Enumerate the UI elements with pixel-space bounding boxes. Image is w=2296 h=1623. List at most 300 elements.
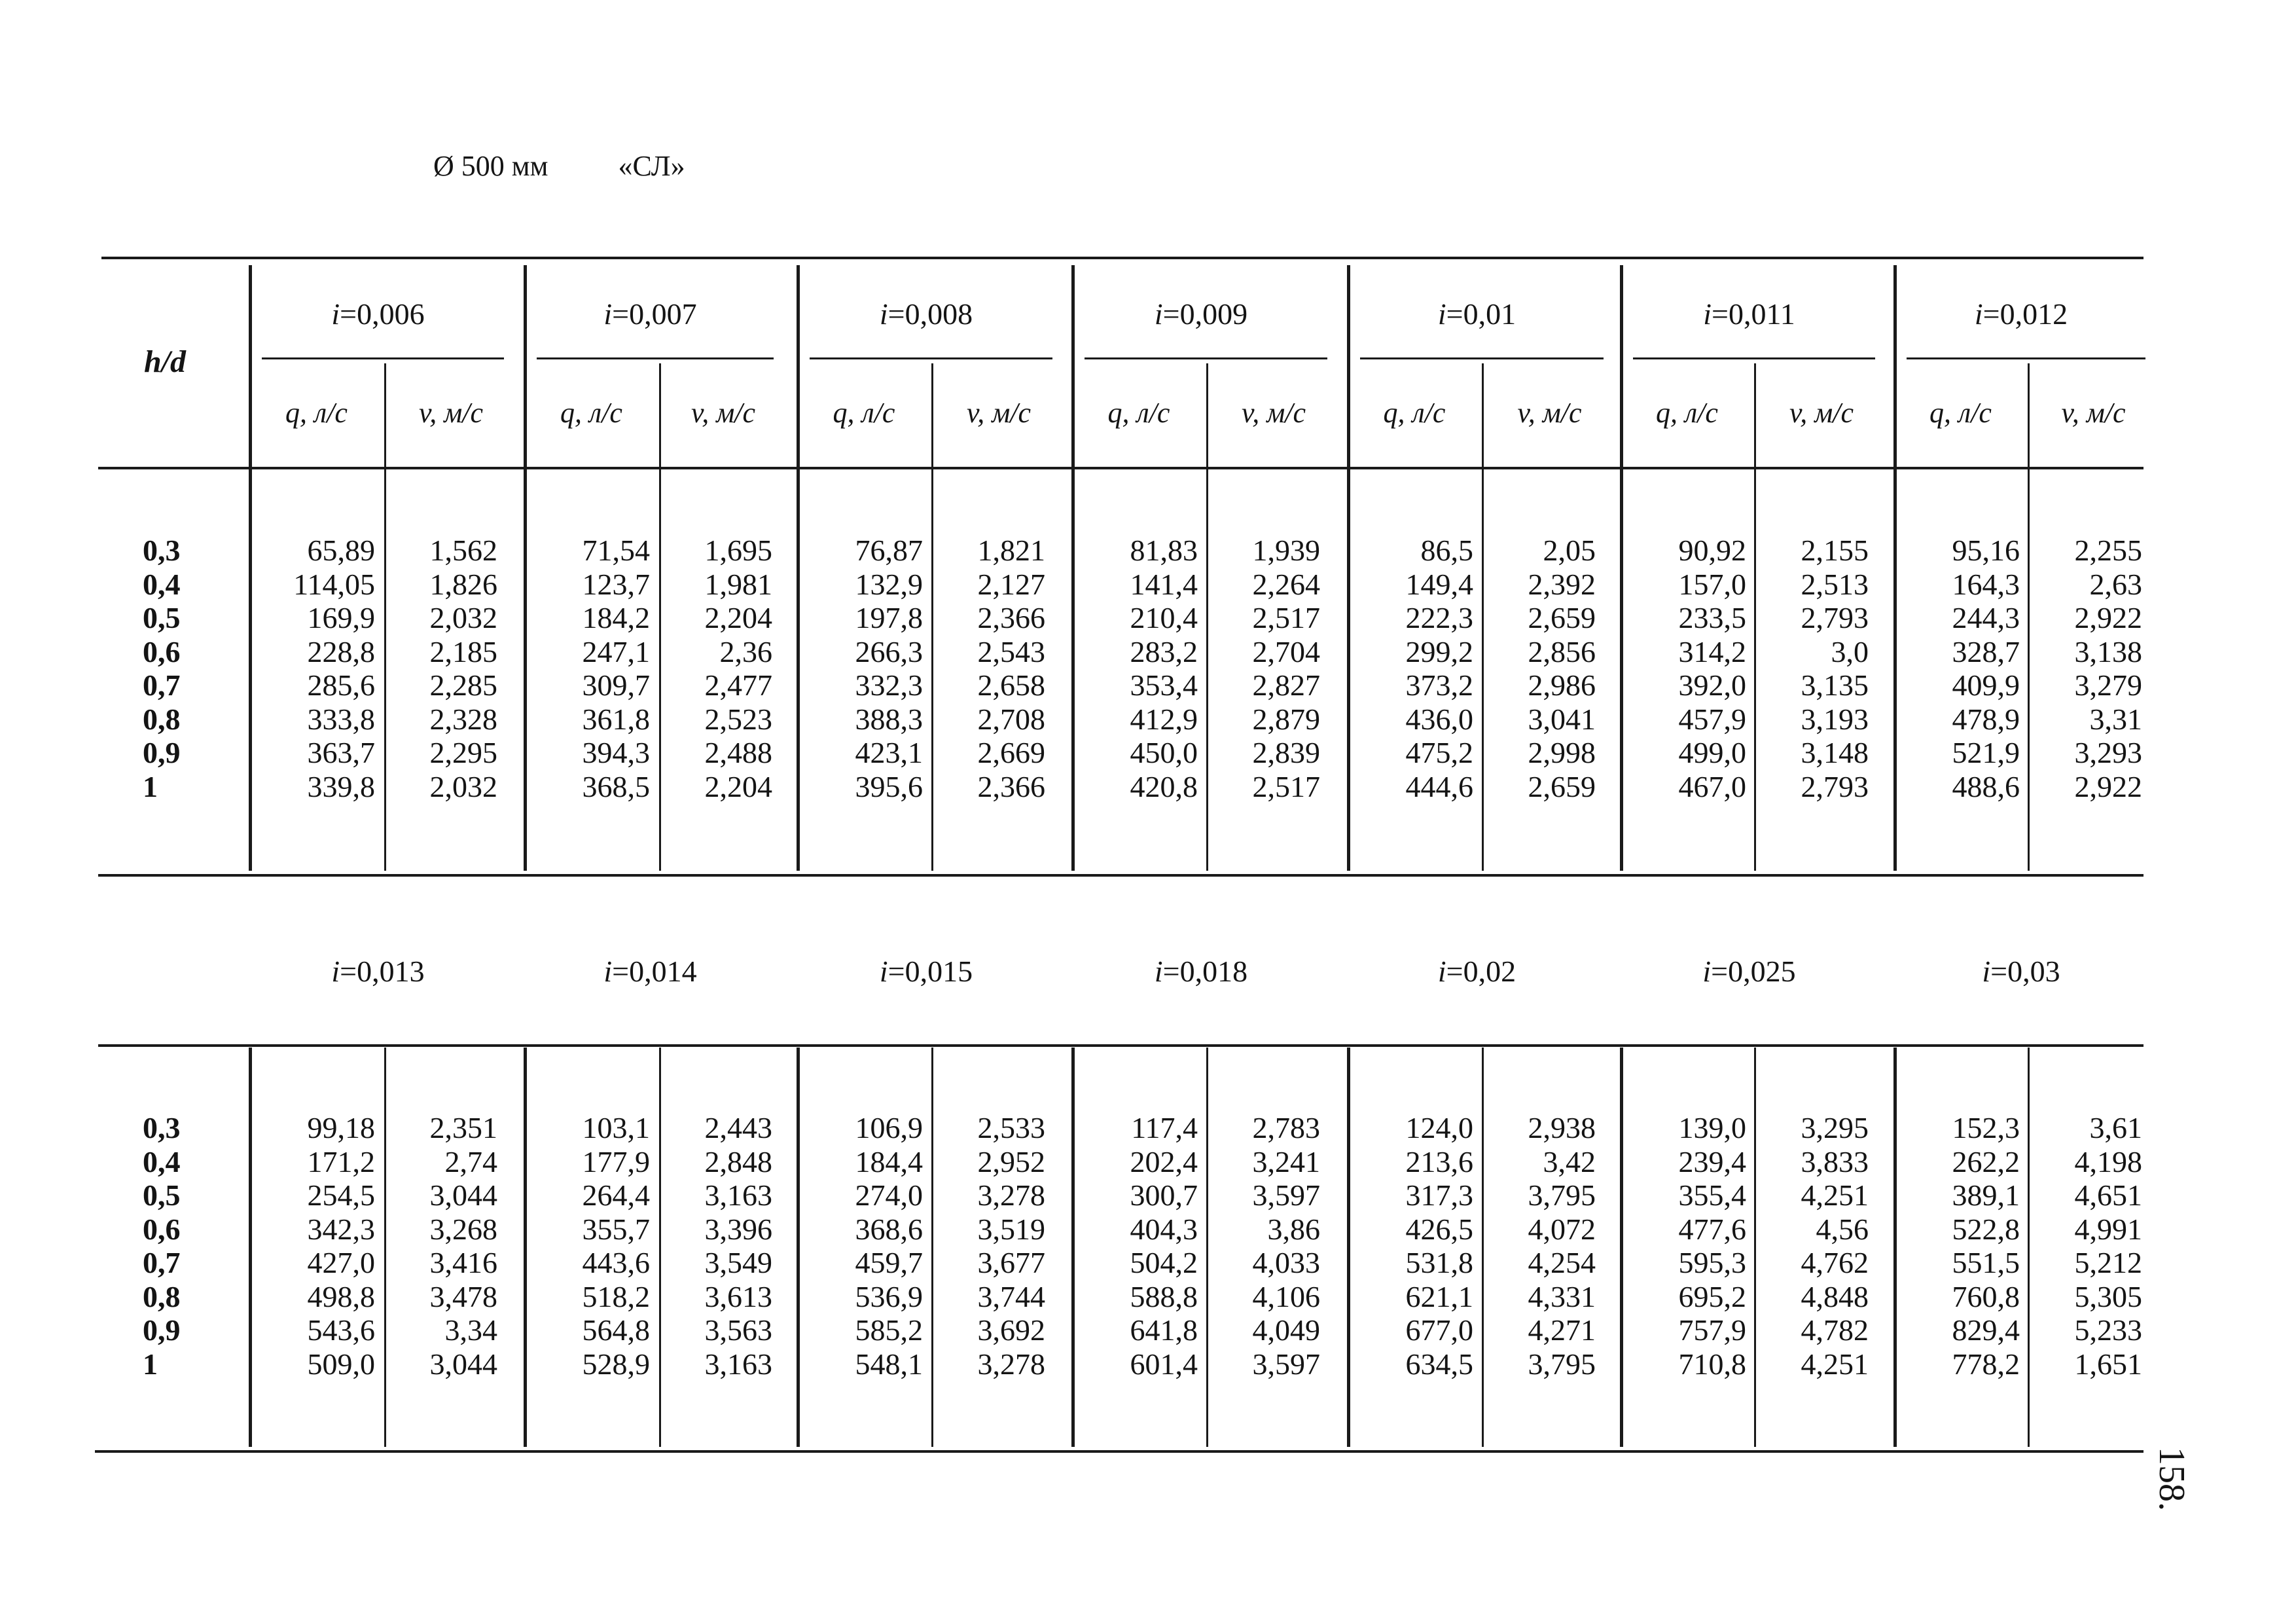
v-value: 2,533 xyxy=(977,1111,1045,1144)
v-value: 2,659 xyxy=(1528,601,1596,634)
q-v-divider xyxy=(2028,363,2030,871)
v-value: 2,986 xyxy=(1528,668,1596,702)
hd-value: 0,3 xyxy=(143,534,181,567)
v-value: 5,233 xyxy=(2074,1313,2142,1347)
v-value: 2,295 xyxy=(429,736,497,769)
v-value: 4,991 xyxy=(2074,1212,2142,1246)
v-value: 3,549 xyxy=(704,1246,772,1279)
slope-header: i=0,01 xyxy=(1437,297,1516,331)
hd-column xyxy=(143,1111,181,1381)
q-value: 132,9 xyxy=(855,567,923,601)
v-value: 2,848 xyxy=(704,1144,772,1178)
v-column-label: v, м/с xyxy=(966,397,1031,429)
q-value: 81,83 xyxy=(1130,534,1198,567)
group-left-line xyxy=(797,1048,800,1447)
v-column xyxy=(391,1111,497,1381)
q-value: 139,0 xyxy=(1678,1111,1746,1144)
hd-column xyxy=(143,534,181,803)
v-column xyxy=(666,534,772,803)
slope-underline xyxy=(1085,357,1327,359)
v-value: 2,938 xyxy=(1528,1111,1596,1144)
page-title xyxy=(433,149,685,183)
q-value: 86,5 xyxy=(1420,534,1473,567)
v-value: 2,477 xyxy=(704,668,772,702)
q-value: 285,6 xyxy=(307,668,375,702)
q-value: 388,3 xyxy=(855,702,923,736)
v-value: 3,478 xyxy=(429,1279,497,1313)
v-value: 4,848 xyxy=(1801,1279,1869,1313)
v-value: 3,268 xyxy=(429,1212,497,1246)
hd-value: 0,8 xyxy=(143,702,181,736)
slope-header: i=0,011 xyxy=(1703,297,1795,331)
v-value: 2,839 xyxy=(1252,736,1320,769)
q-value: 634,5 xyxy=(1405,1347,1473,1381)
table2-bottom-rule xyxy=(95,1450,2144,1453)
v-value: 3,833 xyxy=(1801,1144,1869,1178)
v-value: 2,488 xyxy=(704,736,772,769)
v-value: 3,795 xyxy=(1528,1347,1596,1381)
v-column xyxy=(1488,534,1596,803)
v-value: 2,264 xyxy=(1252,567,1320,601)
q-value: 164,3 xyxy=(1952,567,2020,601)
q-v-divider xyxy=(1754,1048,1756,1447)
v-value: 2,922 xyxy=(2074,769,2142,803)
v-value: 2,998 xyxy=(1528,736,1596,769)
v-column xyxy=(1761,534,1869,803)
q-column xyxy=(255,1111,375,1381)
hd-value: 0,6 xyxy=(143,634,181,668)
q-column xyxy=(1626,1111,1746,1381)
q-value: 247,1 xyxy=(582,634,650,668)
q-value: 404,3 xyxy=(1130,1212,1198,1246)
q-value: 184,2 xyxy=(582,601,650,634)
slope-header: i=0,008 xyxy=(879,297,973,331)
q-value: 621,1 xyxy=(1405,1279,1473,1313)
q-value: 197,8 xyxy=(855,601,923,634)
slope-header: i=0,014 xyxy=(603,955,697,988)
v-value: 2,255 xyxy=(2074,534,2142,567)
v-value: 3,138 xyxy=(2074,634,2142,668)
slope-header: i=0,012 xyxy=(1974,297,2068,331)
q-v-divider xyxy=(1754,363,1756,871)
v-value: 3,193 xyxy=(1801,702,1869,736)
q-column xyxy=(803,1111,923,1381)
q-column-label: q, л/с xyxy=(1107,397,1170,429)
v-value: 3,563 xyxy=(704,1313,772,1347)
v-value: 3,613 xyxy=(704,1279,772,1313)
q-value: 509,0 xyxy=(307,1347,375,1381)
hd-value: 0,4 xyxy=(143,1144,181,1178)
slope-underline xyxy=(262,357,504,359)
q-column xyxy=(530,1111,650,1381)
v-value: 2,659 xyxy=(1528,769,1596,803)
hd-value: 0,4 xyxy=(143,567,181,601)
q-value: 339,8 xyxy=(307,769,375,803)
q-column xyxy=(1354,1111,1473,1381)
v-value: 3,744 xyxy=(977,1279,1045,1313)
q-value: 423,1 xyxy=(855,736,923,769)
q-value: 695,2 xyxy=(1678,1279,1746,1313)
q-value: 123,7 xyxy=(582,567,650,601)
q-value: 368,6 xyxy=(855,1212,923,1246)
v-value: 2,032 xyxy=(429,769,497,803)
q-value: 412,9 xyxy=(1130,702,1198,736)
hd-value: 0,3 xyxy=(143,1111,181,1144)
v-value: 3,279 xyxy=(2074,668,2142,702)
q-v-divider xyxy=(931,363,933,871)
slope-header: i=0,03 xyxy=(1982,955,2060,988)
q-value: 264,4 xyxy=(582,1178,650,1212)
table1-header-rule xyxy=(98,467,2144,469)
q-column xyxy=(1078,534,1198,803)
q-value: 475,2 xyxy=(1405,736,1473,769)
v-value: 2,793 xyxy=(1801,601,1869,634)
v-value: 4,251 xyxy=(1801,1347,1869,1381)
q-value: 103,1 xyxy=(582,1111,650,1144)
q-value: 504,2 xyxy=(1130,1246,1198,1279)
q-value: 641,8 xyxy=(1130,1313,1198,1347)
q-value: 65,89 xyxy=(307,534,375,567)
v-value: 2,856 xyxy=(1528,634,1596,668)
q-column xyxy=(1078,1111,1198,1381)
v-value: 3,044 xyxy=(429,1178,497,1212)
v-value: 5,305 xyxy=(2074,1279,2142,1313)
q-column xyxy=(255,534,375,803)
v-value: 2,783 xyxy=(1252,1111,1320,1144)
group-left-line xyxy=(1893,1048,1897,1447)
q-value: 114,05 xyxy=(293,567,375,601)
slope-header: i=0,006 xyxy=(331,297,425,331)
v-value: 4,782 xyxy=(1801,1313,1869,1347)
v-value: 3,31 xyxy=(2089,702,2142,736)
v-value: 4,106 xyxy=(1252,1279,1320,1313)
v-value: 3,396 xyxy=(704,1212,772,1246)
v-value: 2,127 xyxy=(977,567,1045,601)
v-value: 2,827 xyxy=(1252,668,1320,702)
q-value: 829,4 xyxy=(1952,1313,2020,1347)
q-value: 76,87 xyxy=(855,534,923,567)
v-value: 2,523 xyxy=(704,702,772,736)
v-value: 4,651 xyxy=(2074,1178,2142,1212)
v-value: 2,443 xyxy=(704,1111,772,1144)
hd-value: 0,5 xyxy=(143,601,181,634)
v-value: 2,708 xyxy=(977,702,1045,736)
q-value: 420,8 xyxy=(1130,769,1198,803)
q-value: 317,3 xyxy=(1405,1178,1473,1212)
v-value: 3,295 xyxy=(1801,1111,1869,1144)
v-value: 3,044 xyxy=(429,1347,497,1381)
q-v-divider xyxy=(659,363,661,871)
v-value: 4,331 xyxy=(1528,1279,1596,1313)
title-diameter: Ø 500 мм xyxy=(433,150,548,182)
q-value: 117,4 xyxy=(1131,1111,1198,1144)
q-value: 353,4 xyxy=(1130,668,1198,702)
q-value: 361,8 xyxy=(582,702,650,736)
q-column-label: q, л/с xyxy=(560,397,622,429)
v-value: 2,285 xyxy=(429,668,497,702)
v-value: 4,56 xyxy=(1816,1212,1869,1246)
v-value: 4,198 xyxy=(2074,1144,2142,1178)
v-value: 1,562 xyxy=(429,534,497,567)
v-value: 2,366 xyxy=(977,601,1045,634)
q-value: 300,7 xyxy=(1130,1178,1198,1212)
q-value: 499,0 xyxy=(1678,736,1746,769)
q-value: 274,0 xyxy=(855,1178,923,1212)
v-value: 4,254 xyxy=(1528,1246,1596,1279)
q-column-label: q, л/с xyxy=(833,397,895,429)
v-value: 3,677 xyxy=(977,1246,1045,1279)
q-value: 426,5 xyxy=(1405,1212,1473,1246)
v-column xyxy=(2034,534,2142,803)
q-value: 309,7 xyxy=(582,668,650,702)
slope-header: i=0,02 xyxy=(1437,955,1516,988)
v-value: 3,0 xyxy=(1831,634,1869,668)
v-value: 2,204 xyxy=(704,769,772,803)
v-value: 1,695 xyxy=(704,534,772,567)
q-column-label: q, л/с xyxy=(1656,397,1718,429)
slope-underline xyxy=(810,357,1052,359)
v-value: 1,826 xyxy=(429,567,497,601)
q-value: 498,8 xyxy=(307,1279,375,1313)
q-value: 90,92 xyxy=(1678,534,1746,567)
slope-header: i=0,025 xyxy=(1702,955,1796,988)
q-value: 677,0 xyxy=(1405,1313,1473,1347)
v-column-label: v, м/с xyxy=(1517,397,1582,429)
q-value: 536,9 xyxy=(855,1279,923,1313)
slope-header: i=0,018 xyxy=(1154,955,1248,988)
q-value: 444,6 xyxy=(1405,769,1473,803)
group-left-line xyxy=(249,265,252,871)
group-left-line xyxy=(1347,1048,1350,1447)
v-value: 2,155 xyxy=(1801,534,1869,567)
q-value: 521,9 xyxy=(1952,736,2020,769)
v-value: 3,163 xyxy=(704,1178,772,1212)
v-value: 2,185 xyxy=(429,634,497,668)
v-value: 4,762 xyxy=(1801,1246,1869,1279)
q-value: 152,3 xyxy=(1952,1111,2020,1144)
hd-value: 1 xyxy=(143,769,158,803)
v-value: 2,328 xyxy=(429,702,497,736)
v-value: 3,519 xyxy=(977,1212,1045,1246)
slope-underline xyxy=(1907,357,2145,359)
q-value: 233,5 xyxy=(1678,601,1746,634)
q-value: 778,2 xyxy=(1952,1347,2020,1381)
q-value: 394,3 xyxy=(582,736,650,769)
q-value: 342,3 xyxy=(307,1212,375,1246)
v-column xyxy=(666,1111,772,1381)
v-value: 4,072 xyxy=(1528,1212,1596,1246)
q-value: 244,3 xyxy=(1952,601,2020,634)
v-value: 2,36 xyxy=(719,634,772,668)
v-value: 3,597 xyxy=(1252,1347,1320,1381)
v-value: 2,63 xyxy=(2089,567,2142,601)
hd-value: 1 xyxy=(143,1347,158,1381)
q-value: 595,3 xyxy=(1678,1246,1746,1279)
q-v-divider xyxy=(931,1048,933,1447)
v-column xyxy=(391,534,497,803)
table1-bottom-rule xyxy=(98,874,2144,877)
q-value: 157,0 xyxy=(1678,567,1746,601)
v-value: 2,05 xyxy=(1543,534,1596,567)
q-value: 436,0 xyxy=(1405,702,1473,736)
v-value: 2,204 xyxy=(704,601,772,634)
q-v-divider xyxy=(659,1048,661,1447)
q-value: 373,2 xyxy=(1405,668,1473,702)
hd-value: 0,7 xyxy=(143,668,181,702)
v-value: 1,981 xyxy=(704,567,772,601)
v-value: 3,293 xyxy=(2074,736,2142,769)
v-column xyxy=(938,534,1045,803)
v-column xyxy=(1213,534,1320,803)
group-left-line xyxy=(1893,265,1897,871)
q-value: 409,9 xyxy=(1952,668,2020,702)
q-value: 213,6 xyxy=(1405,1144,1473,1178)
q-value: 601,4 xyxy=(1130,1347,1198,1381)
q-value: 177,9 xyxy=(582,1144,650,1178)
q-value: 283,2 xyxy=(1130,634,1198,668)
group-left-line xyxy=(249,1048,252,1447)
v-value: 4,049 xyxy=(1252,1313,1320,1347)
slope-underline xyxy=(1360,357,1604,359)
v-value: 5,212 xyxy=(2074,1246,2142,1279)
q-value: 71,54 xyxy=(582,534,650,567)
q-value: 95,16 xyxy=(1952,534,2020,567)
q-v-divider xyxy=(384,363,386,871)
q-v-divider xyxy=(2028,1048,2030,1447)
v-value: 2,793 xyxy=(1801,769,1869,803)
q-column xyxy=(1354,534,1473,803)
q-value: 262,2 xyxy=(1952,1144,2020,1178)
q-value: 106,9 xyxy=(855,1111,923,1144)
q-v-divider xyxy=(384,1048,386,1447)
v-value: 3,278 xyxy=(977,1347,1045,1381)
q-value: 488,6 xyxy=(1952,769,2020,803)
table1-top-rule xyxy=(101,257,2144,259)
slope-header: i=0,013 xyxy=(331,955,425,988)
v-value: 2,922 xyxy=(2074,601,2142,634)
v-value: 3,278 xyxy=(977,1178,1045,1212)
table1-hd-header: h/d xyxy=(144,344,187,379)
q-v-divider xyxy=(1206,363,1208,871)
v-value: 2,704 xyxy=(1252,634,1320,668)
q-value: 548,1 xyxy=(855,1347,923,1381)
v-value: 3,42 xyxy=(1543,1144,1596,1178)
q-value: 450,0 xyxy=(1130,736,1198,769)
page-number: 158. xyxy=(2151,1447,2192,1511)
v-value: 3,86 xyxy=(1267,1212,1320,1246)
v-column-label: v, м/с xyxy=(418,397,484,429)
q-v-divider xyxy=(1482,363,1484,871)
q-value: 518,2 xyxy=(582,1279,650,1313)
q-value: 528,9 xyxy=(582,1347,650,1381)
hd-value: 0,9 xyxy=(143,736,181,769)
q-value: 757,9 xyxy=(1678,1313,1746,1347)
q-value: 522,8 xyxy=(1952,1212,2020,1246)
v-value: 3,148 xyxy=(1801,736,1869,769)
v-column-label: v, м/с xyxy=(691,397,756,429)
v-value: 2,366 xyxy=(977,769,1045,803)
q-value: 171,2 xyxy=(307,1144,375,1178)
q-value: 239,4 xyxy=(1678,1144,1746,1178)
table2-top-rule xyxy=(98,1044,2144,1047)
v-value: 2,669 xyxy=(977,736,1045,769)
v-value: 2,351 xyxy=(429,1111,497,1144)
v-value: 2,879 xyxy=(1252,702,1320,736)
v-value: 3,241 xyxy=(1252,1144,1320,1178)
q-value: 389,1 xyxy=(1952,1178,2020,1212)
v-column-label: v, м/с xyxy=(1241,397,1306,429)
q-value: 222,3 xyxy=(1405,601,1473,634)
group-left-line xyxy=(1620,265,1623,871)
q-value: 531,8 xyxy=(1405,1246,1473,1279)
hd-value: 0,6 xyxy=(143,1212,181,1246)
v-column-label: v, м/с xyxy=(1789,397,1854,429)
q-column xyxy=(1626,534,1746,803)
slope-underline xyxy=(1633,357,1875,359)
q-column xyxy=(1900,534,2020,803)
q-value: 564,8 xyxy=(582,1313,650,1347)
q-column xyxy=(803,534,923,803)
group-left-line xyxy=(1071,265,1075,871)
q-value: 314,2 xyxy=(1678,634,1746,668)
q-value: 478,9 xyxy=(1952,702,2020,736)
slope-header: i=0,009 xyxy=(1154,297,1248,331)
hd-value: 0,7 xyxy=(143,1246,181,1279)
q-value: 328,7 xyxy=(1952,634,2020,668)
q-value: 332,3 xyxy=(855,668,923,702)
v-column-label: v, м/с xyxy=(2061,397,2126,429)
v-value: 3,135 xyxy=(1801,668,1869,702)
v-column xyxy=(2034,1111,2142,1381)
q-value: 588,8 xyxy=(1130,1279,1198,1313)
q-value: 363,7 xyxy=(307,736,375,769)
q-value: 368,5 xyxy=(582,769,650,803)
v-value: 1,651 xyxy=(2074,1347,2142,1381)
v-value: 1,939 xyxy=(1252,534,1320,567)
v-value: 3,34 xyxy=(444,1313,497,1347)
q-value: 457,9 xyxy=(1678,702,1746,736)
q-value: 710,8 xyxy=(1678,1347,1746,1381)
q-column xyxy=(530,534,650,803)
q-column-label: q, л/с xyxy=(285,397,348,429)
q-value: 99,18 xyxy=(307,1111,375,1144)
v-value: 2,658 xyxy=(977,668,1045,702)
group-left-line xyxy=(797,265,800,871)
v-value: 4,271 xyxy=(1528,1313,1596,1347)
v-value: 2,513 xyxy=(1801,567,1869,601)
q-value: 467,0 xyxy=(1678,769,1746,803)
q-value: 124,0 xyxy=(1405,1111,1473,1144)
q-value: 254,5 xyxy=(307,1178,375,1212)
hd-value: 0,9 xyxy=(143,1313,181,1347)
q-value: 543,6 xyxy=(307,1313,375,1347)
q-value: 585,2 xyxy=(855,1313,923,1347)
q-value: 477,6 xyxy=(1678,1212,1746,1246)
hd-value: 0,8 xyxy=(143,1279,181,1313)
slope-header: i=0,007 xyxy=(603,297,697,331)
title-series: «СЛ» xyxy=(618,150,685,182)
q-value: 266,3 xyxy=(855,634,923,668)
slope-header: i=0,015 xyxy=(879,955,973,988)
q-value: 184,4 xyxy=(855,1144,923,1178)
group-left-line xyxy=(1071,1048,1075,1447)
group-left-line xyxy=(1620,1048,1623,1447)
q-value: 459,7 xyxy=(855,1246,923,1279)
group-left-line xyxy=(524,265,527,871)
v-value: 3,61 xyxy=(2089,1111,2142,1144)
v-value: 2,74 xyxy=(444,1144,497,1178)
q-value: 210,4 xyxy=(1130,601,1198,634)
